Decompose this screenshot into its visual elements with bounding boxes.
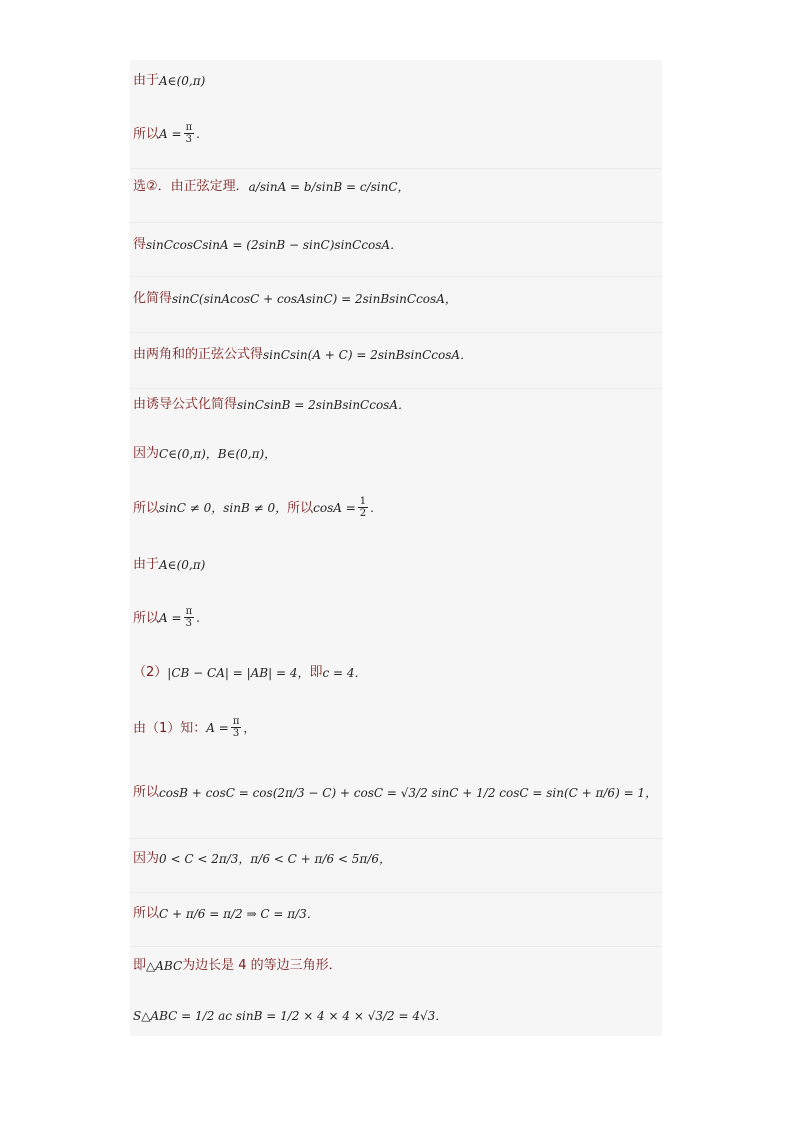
line-13: 由（1）知： A = $\frac{\pi}{3}$ ， xyxy=(133,716,256,739)
line-4 xyxy=(133,238,402,251)
line-3 xyxy=(133,180,410,193)
line-10-math: A∈(0,π) xyxy=(159,557,206,572)
line-12-text-2: 即 xyxy=(309,665,323,680)
line-17-text-2: 为边长是 4 的等边三角形． xyxy=(182,958,342,973)
line-7-text: 由诱导公式化简得 xyxy=(133,397,238,412)
line-15-math: 0 < C < 2π/3，π/6 < C + π/6 < 5π/6， xyxy=(159,851,391,866)
divider xyxy=(130,276,662,277)
line-4-math: sinCcosCsinA = (2sinB − sinC)sinCcosA． xyxy=(146,237,403,252)
line-1 xyxy=(133,74,205,87)
line-14-math: cosB + cosC = cos(2π/3 − C) + cosC = √3/2 sinC + 1/2 cosC = sin(C + π/6) = 1， xyxy=(159,785,658,800)
line-16-math: C + π/6 = π/2 ⇒ C = π/3． xyxy=(159,906,319,921)
fraction: $\frac{1}{2}$ xyxy=(359,496,367,519)
line-2: 所以 A = $\frac{\pi}{3}$ . xyxy=(133,122,200,145)
line-18 xyxy=(133,1010,447,1022)
line-8-math: C∈(0,π)，B∈(0,π)， xyxy=(159,446,277,461)
line-11: 所以 A = $\frac{\pi}{3}$ . xyxy=(133,606,200,629)
line-9: 所以 sinC ≠ 0，sinB ≠ 0， 所以 cosA = $\frac{1}{2}$ . xyxy=(133,496,374,519)
line-13-math: A = xyxy=(206,721,229,735)
fraction: $\frac{\pi}{3}$ xyxy=(232,716,240,739)
line-2-math: A = xyxy=(159,127,182,141)
line-5-math: sinC(sinAcosC + cosAsinC) = 2sinBsinCcosA， xyxy=(172,291,457,306)
divider xyxy=(130,838,662,839)
line-4-text: 得 xyxy=(133,237,147,252)
document-panel xyxy=(130,60,662,1036)
line-5 xyxy=(133,292,457,305)
line-9-math: sinC ≠ 0，sinB ≠ 0， xyxy=(159,501,288,515)
fraction: $\frac{\pi}{3}$ xyxy=(185,122,193,145)
line-9-text: 所以 xyxy=(133,500,160,516)
line-6 xyxy=(133,348,472,361)
line-13-text: 由（1）知： xyxy=(133,720,207,736)
line-14 xyxy=(133,786,657,799)
line-15 xyxy=(133,852,391,865)
line-10-text: 由于 xyxy=(133,557,160,572)
line-9-text-2: 所以 xyxy=(287,500,314,516)
line-3-text: 选②．由正弦定理． xyxy=(133,179,249,194)
line-16 xyxy=(133,907,319,920)
divider xyxy=(130,222,662,223)
line-1-math: A∈(0,π) xyxy=(159,73,206,88)
divider xyxy=(130,388,662,389)
line-8-text: 因为 xyxy=(133,446,160,461)
line-17-text: 即 xyxy=(133,958,147,973)
line-17-math: △ABC xyxy=(146,958,183,973)
line-3-math: a/sinA = b/sinB = c/sinC， xyxy=(248,179,410,194)
line-15-text: 因为 xyxy=(133,851,160,866)
divider xyxy=(130,946,662,947)
line-18-math: S△ABC = 1/2 ac sinB = 1/2 × 4 × 4 × √3/2 = 4√3． xyxy=(133,1009,448,1023)
line-2-text: 所以 xyxy=(133,126,160,142)
divider xyxy=(130,168,662,169)
line-12-math: |CB − CA| = |AB| = 4， xyxy=(167,665,310,680)
line-12-math-2: c = 4． xyxy=(322,665,367,680)
line-6-text: 由两角和的正弦公式得 xyxy=(133,347,264,362)
line-12-text: （2） xyxy=(133,665,168,680)
fraction: $\frac{\pi}{3}$ xyxy=(185,606,193,629)
line-7-math: sinCsinB = 2sinBsinCcosA． xyxy=(237,397,411,412)
line-9-math-2: cosA = xyxy=(313,501,356,515)
line-16-text: 所以 xyxy=(133,906,160,921)
line-5-text: 化简得 xyxy=(133,291,173,306)
divider xyxy=(130,892,662,893)
line-10 xyxy=(133,558,205,571)
line-12 xyxy=(133,666,367,679)
divider xyxy=(130,332,662,333)
line-17 xyxy=(133,959,342,972)
line-1-text: 由于 xyxy=(133,73,160,88)
line-8 xyxy=(133,447,276,460)
line-6-math: sinCsin(A + C) = 2sinBsinCcosA． xyxy=(263,347,473,362)
line-14-text: 所以 xyxy=(133,785,160,800)
line-7 xyxy=(133,398,410,411)
line-11-math: A = xyxy=(159,611,182,625)
line-11-text: 所以 xyxy=(133,610,160,626)
